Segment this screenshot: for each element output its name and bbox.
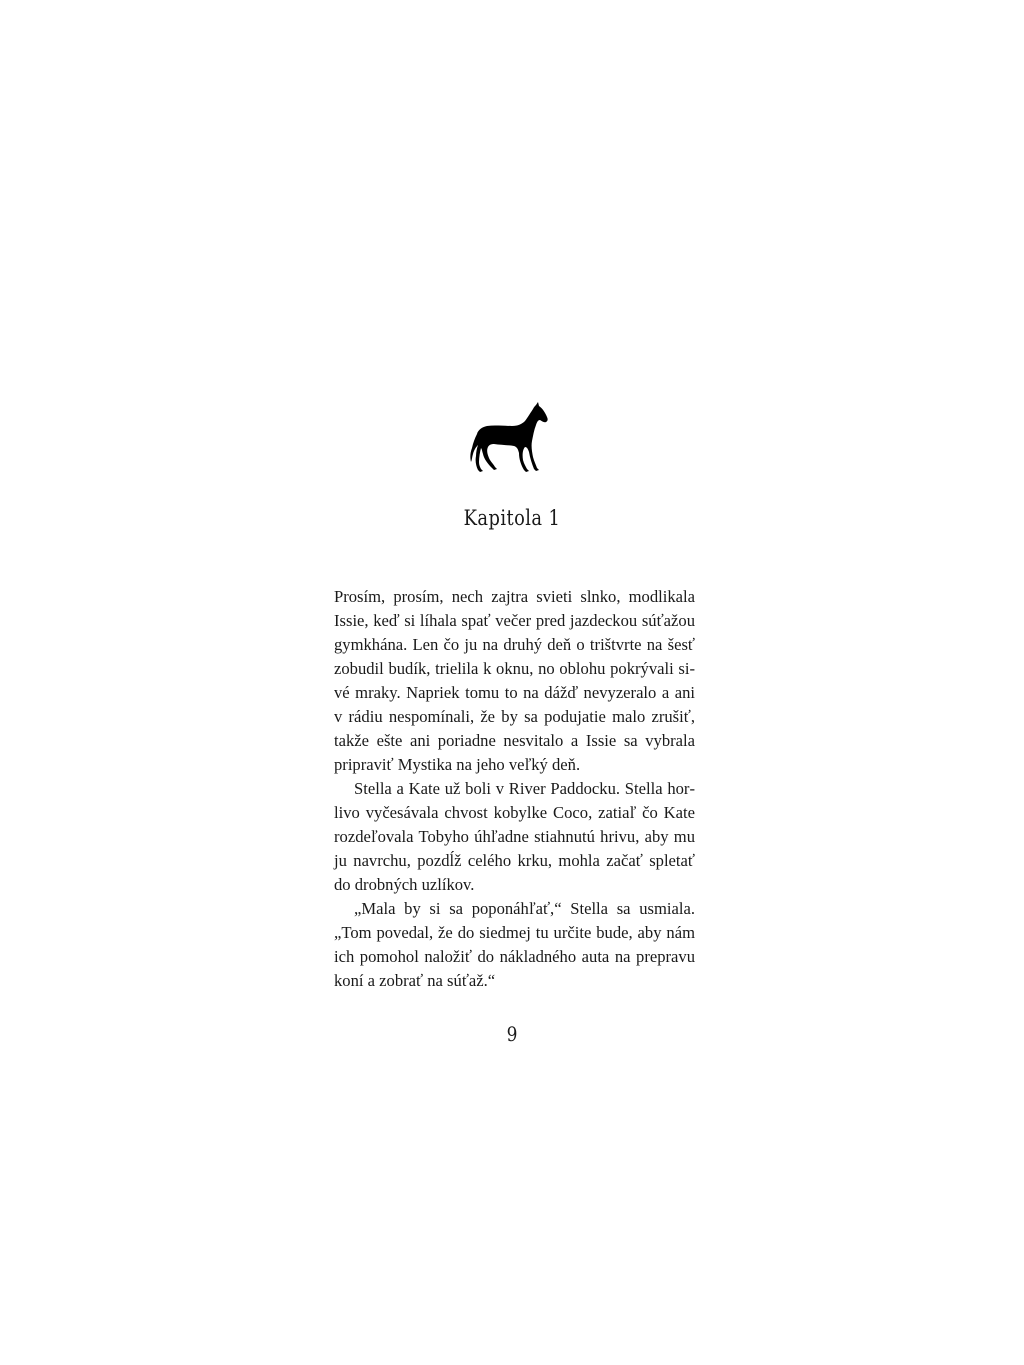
- paragraph: „Mala by si sa poponáhľať,“ Stella sa usmiala. „Tom povedal, že do siedmej tu určite bude, aby nám ich pomohol naložiť do nákladného auta na prepravu koní a zobrať na súťaž.“: [334, 899, 695, 990]
- chapter-title: Kapitola 1: [463, 506, 561, 530]
- horse-silhouette-icon: [470, 402, 550, 474]
- chapter-body: [334, 585, 695, 993]
- paragraph: Prosím, prosím, nech zajtra svieti slnko, modlikala Issie, keď si líhala spať večer pred jazdeckou súťažou gymkhána. Len čo ju na druhý deň o trištvrte na šesť zobudil budík, trielila k oknu, no oblohu pokrývali sivé mraky. Napriek tomu to na dážď nevyzeralo a ani v rádiu nespomínali, že by sa podujatie malo zrušiť, takže ešte ani poriadne nesvitalo a Issie sa vybrala pripraviť Mystika na jeho veľký deň.: [334, 587, 695, 774]
- paragraph: Stella a Kate už boli v River Paddocku. Stella horlivo vyčesávala chvost kobylke Coco, zatiaľ čo Kate rozdeľovala Tobyho úhľadne stiahnutú hrivu, aby mu ju navrchu, pozdĺž celého krku, mohla začať spletať do drobných uzlíkov.: [334, 779, 695, 894]
- page-number: 9: [506, 1022, 518, 1046]
